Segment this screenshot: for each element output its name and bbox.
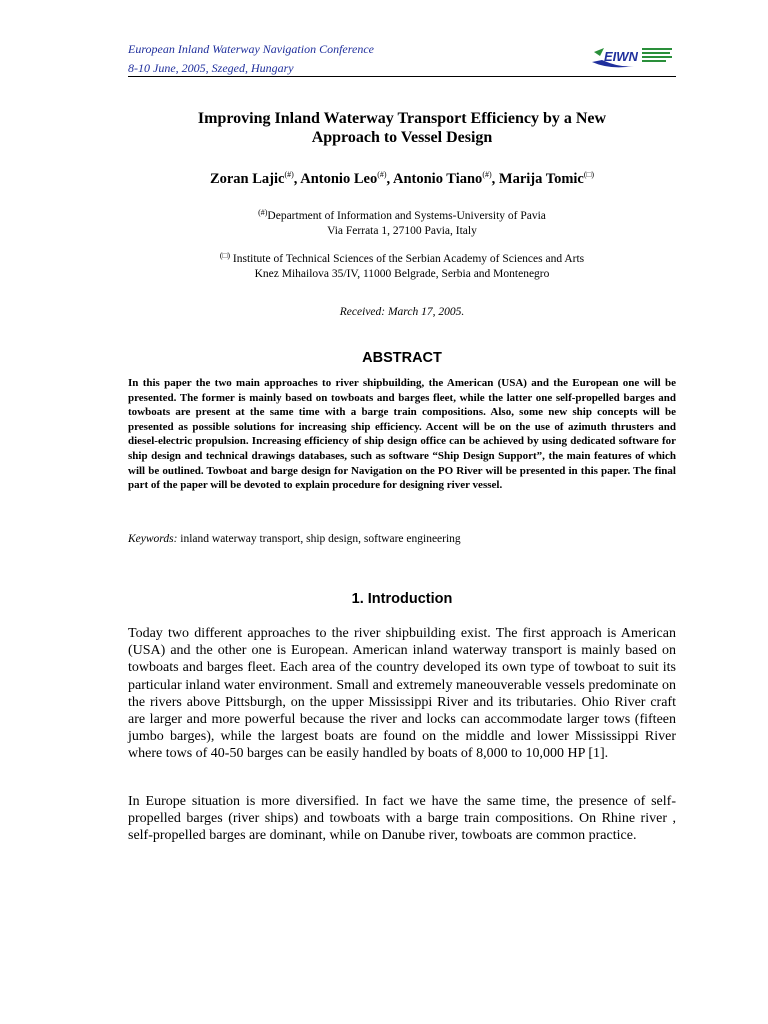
author-separator: , <box>491 171 499 187</box>
conference-dates: 8-10 June, 2005, Szeged, Hungary <box>128 61 294 75</box>
paragraph: Today two different approaches to the river shipbuilding exist. The first approach is American (USA) and the other one is European. American inland waterway transport is mainly based on towboats and barges fleet. Each area of the country developed its own type of towboat to suit its particular inland water environment. Small and extremely maneouverable vessels predominate on the rivers above Pittsburgh, on the upper Mississippi River and its tributaries. Ohio River craft are larger and more powerful because the river and locks can accommodate larger tows (fifteen jumbo barges), while the largest boats are found on the middle and lower Mississippi River where tows of 40-50 barges can be easily handled by boats of 8,000 to 10,000 HP [1]. <box>128 626 676 762</box>
title-line: Approach to Vessel Design <box>311 129 493 146</box>
keywords-label: Keywords: <box>128 533 178 545</box>
abstract-text: In this paper the two main approaches to river shipbuilding, the American (USA) and the European one will be presented. The former is mainly based on towboats and barges fleet, while the latter one self-propelled barges and towboats are present at the same time with a barge train compositions. Also, some new ship concepts will be presented as possible solutions for increasing ship efficiency. Accent will be on the use of azimuth thrusters and diesel-electric propulsion. Increasing efficiency of ship design office can be achieved by using dedicated software for ship design and technical drawings databases, such as software “Ship Design Support”, the main features of which will be outlined. Towboat and barge design for Navigation on the PO River will be presented in this paper. The final part of the paper will be devoted to explain procedure for designing river vessel. <box>128 377 676 492</box>
conference-name: European Inland Waterway Navigation Conference <box>128 42 374 56</box>
author-affiliation-mark: (#) <box>284 170 294 179</box>
keywords-list: inland waterway transport, ship design, software engineering <box>177 533 461 545</box>
paper-title <box>128 109 676 147</box>
affiliation-1 <box>128 205 676 239</box>
affiliation-mark: (#) <box>258 208 268 217</box>
affiliation-line: Institute of Technical Sciences of the Serbian Academy of Sciences and Arts <box>232 253 585 265</box>
affiliation-2 <box>128 248 676 282</box>
author-list <box>128 170 676 188</box>
paragraph: In Europe situation is more diversified. In fact we have the same time, the presence of self-propelled barges (river ships) and towboats with a barge train compositions. On Rhine river , self-propelled barges are dominant, while on Danube river, towboats are common practice. <box>128 794 676 844</box>
affiliation-address: Knez Mihailova 35/IV, 11000 Belgrade, Serbia and Montenegro <box>254 268 550 280</box>
author-name: Marija Tomic <box>498 171 584 187</box>
author-name: Zoran Lajic <box>209 171 285 187</box>
svg-text:EIWN: EIWN <box>604 49 638 64</box>
author-separator: , <box>293 171 301 187</box>
author-name: Antonio Tiano <box>392 171 483 187</box>
title-line: Improving Inland Waterway Transport Efficiency by a New <box>197 110 607 127</box>
author-affiliation-mark: (□) <box>583 170 595 179</box>
affiliation-mark: (□) <box>219 251 231 260</box>
received-date: Received: March 17, 2005. <box>339 306 465 318</box>
abstract-heading: ABSTRACT <box>362 350 442 366</box>
author-name: Antonio Leo <box>300 171 378 187</box>
header-rule <box>128 76 676 77</box>
author-separator: , <box>386 171 393 187</box>
page-header <box>128 42 676 76</box>
affiliation-line: Department of Information and Systems-University of Pavia <box>267 210 546 222</box>
author-affiliation-mark: (#) <box>482 170 492 179</box>
author-affiliation-mark: (#) <box>377 170 387 179</box>
keywords <box>128 533 676 545</box>
section-heading-introduction: 1. Introduction <box>351 591 453 607</box>
affiliation-address: Via Ferrata 1, 27100 Pavia, Italy <box>327 225 477 237</box>
conference-logo <box>590 40 676 70</box>
